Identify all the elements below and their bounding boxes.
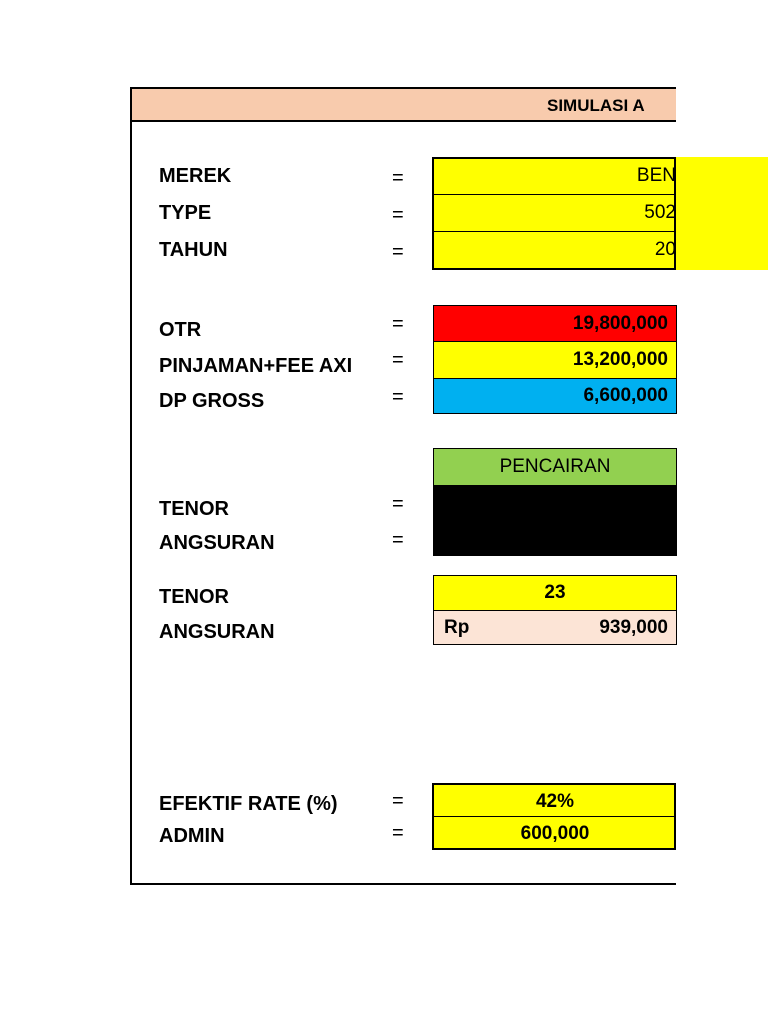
otr-value-cell[interactable]: 19,800,000 (433, 305, 677, 342)
type-value-cell[interactable]: 502 (644, 202, 676, 223)
tahun-equals: = (392, 241, 404, 263)
merek-label: MEREK (159, 165, 232, 187)
result-angsuran-cell[interactable] (433, 610, 677, 645)
pencairan-header-cell: PENCAIRAN (433, 448, 677, 486)
dp-gross-label: DP GROSS (159, 390, 265, 412)
pinjaman-label: PINJAMAN+FEE AXI (159, 355, 353, 377)
pinjaman-equals: = (392, 349, 404, 371)
type-equals: = (392, 204, 404, 226)
tahun-value-cell[interactable]: 20 (654, 239, 676, 260)
type-label: TYPE (159, 202, 212, 224)
admin-value-cell[interactable]: 600,000 (520, 823, 590, 844)
result-tenor-label: TENOR (159, 586, 229, 608)
efektif-rate-label: EFEKTIF RATE (%) (159, 793, 338, 815)
pencairan-black-block (433, 486, 677, 556)
angsuran-label: ANGSURAN (159, 532, 275, 554)
currency-label: Rp (444, 617, 470, 638)
tenor-label: TENOR (159, 498, 229, 520)
angsuran-equals: = (392, 529, 404, 551)
tahun-label: TAHUN (159, 239, 228, 261)
merek-value-cell[interactable]: BEN (636, 165, 676, 186)
page-title: SIMULASI A (547, 96, 645, 115)
admin-equals: = (392, 822, 404, 844)
efektif-rate-equals: = (392, 790, 404, 812)
table-frame-left-border (130, 87, 132, 885)
dp-gross-equals: = (392, 386, 404, 408)
tenor-equals: = (392, 493, 404, 515)
angsuran-value: 939,000 (599, 617, 668, 638)
otr-equals: = (392, 313, 404, 335)
result-angsuran-label: ANGSURAN (159, 621, 275, 643)
efektif-rate-value-cell[interactable]: 42% (535, 791, 575, 812)
otr-label: OTR (159, 319, 202, 341)
merek-equals: = (392, 167, 404, 189)
pinjaman-value-cell[interactable]: 13,200,000 (433, 341, 677, 379)
dp-gross-value-cell[interactable]: 6,600,000 (433, 378, 677, 414)
table-frame-bottom-border (130, 883, 676, 885)
title-bar (132, 89, 676, 122)
admin-label: ADMIN (159, 825, 225, 847)
result-tenor-cell[interactable]: 23 (433, 575, 677, 611)
